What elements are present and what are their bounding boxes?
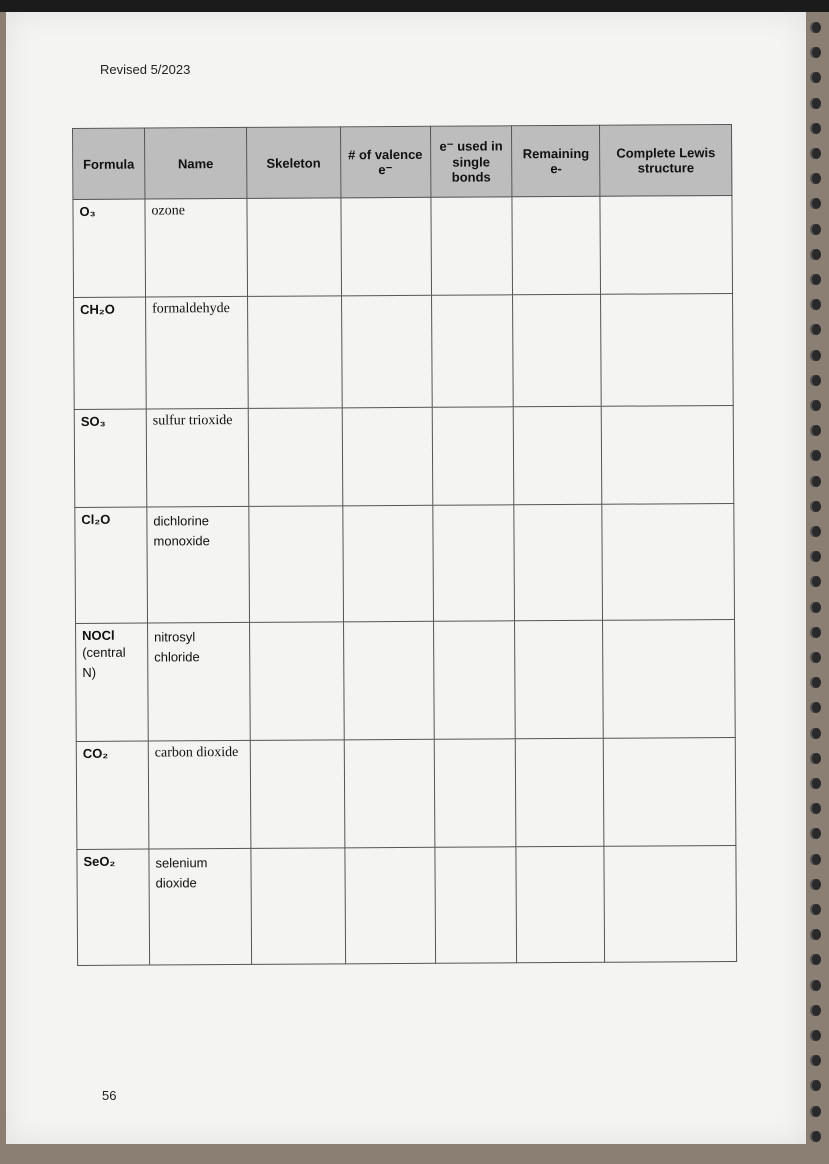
lewis-structure-cell bbox=[604, 737, 736, 846]
binding-ring bbox=[812, 425, 821, 436]
column-header-formula: Formula bbox=[73, 128, 145, 199]
remaining-cell bbox=[516, 846, 605, 963]
binding-ring bbox=[812, 576, 821, 587]
valence-cell bbox=[342, 407, 432, 506]
revised-date: Revised 5/2023 bbox=[100, 62, 191, 77]
valence-cell bbox=[344, 739, 434, 848]
column-header-name: Name bbox=[144, 127, 246, 199]
binding-ring bbox=[812, 854, 821, 865]
formula-cell bbox=[76, 741, 149, 849]
binding-ring bbox=[812, 1005, 821, 1016]
lewis-structure-cell bbox=[602, 405, 734, 504]
binding-ring bbox=[812, 702, 821, 713]
column-header-skeleton: Skeleton bbox=[246, 127, 340, 199]
binding-ring bbox=[812, 1080, 821, 1091]
formula-text: SeO₂ bbox=[83, 853, 116, 869]
formula-cell bbox=[74, 297, 147, 409]
table-row bbox=[77, 845, 737, 965]
binding-ring bbox=[812, 1055, 821, 1066]
binding-ring bbox=[812, 47, 821, 58]
binding-ring bbox=[812, 627, 821, 638]
skeleton-cell bbox=[247, 198, 341, 297]
binding-ring bbox=[812, 324, 821, 335]
valence-cell bbox=[341, 197, 431, 296]
formula-text: Cl₂O bbox=[81, 511, 111, 527]
binding-ring bbox=[812, 652, 821, 663]
remaining-cell bbox=[512, 196, 601, 295]
table-row bbox=[74, 405, 734, 507]
binding-ring bbox=[812, 904, 821, 915]
remaining-cell bbox=[513, 294, 602, 407]
name-cell: dichlorine monoxide bbox=[147, 506, 250, 623]
formula-text: CO₂ bbox=[82, 745, 109, 761]
binding-ring bbox=[812, 173, 821, 184]
formula-text: O₃ bbox=[79, 203, 96, 219]
valence-cell bbox=[343, 505, 434, 622]
name-cell: nitrosyl chloride bbox=[147, 622, 250, 741]
binding-ring bbox=[812, 1131, 821, 1142]
binding-ring bbox=[812, 954, 821, 965]
skeleton-cell bbox=[247, 296, 342, 409]
valence-cell bbox=[341, 295, 432, 408]
single-bonds-cell bbox=[432, 407, 514, 505]
valence-cell bbox=[345, 847, 436, 964]
binding-ring bbox=[812, 299, 821, 310]
table-header-row bbox=[73, 124, 732, 199]
valence-cell bbox=[343, 621, 434, 740]
binding-ring bbox=[812, 980, 821, 991]
binding-ring bbox=[812, 72, 821, 83]
binding-ring bbox=[812, 1030, 821, 1041]
binding-ring bbox=[812, 22, 821, 33]
skeleton-cell bbox=[249, 506, 344, 623]
name-cell: selenium dioxide bbox=[149, 848, 252, 965]
single-bonds-cell bbox=[432, 505, 515, 621]
binding-ring bbox=[812, 526, 821, 537]
column-header-remaining: Remaining e- bbox=[512, 125, 600, 197]
skeleton-cell bbox=[251, 848, 346, 965]
page-number: 56 bbox=[102, 1088, 117, 1103]
table-row bbox=[76, 619, 736, 741]
formula-text: NOCl bbox=[82, 627, 115, 643]
formula-text: SO₃ bbox=[80, 413, 106, 429]
formula-cell bbox=[74, 409, 147, 507]
table-row bbox=[74, 293, 734, 409]
lewis-structure-cell bbox=[603, 619, 735, 738]
binding-ring bbox=[812, 677, 821, 688]
table-row bbox=[73, 195, 733, 297]
binding-ring bbox=[812, 501, 821, 512]
binding-ring bbox=[812, 274, 821, 285]
lewis-structure-cell bbox=[602, 503, 734, 620]
binding-ring bbox=[812, 929, 821, 940]
binding-ring bbox=[812, 551, 821, 562]
single-bonds-cell bbox=[430, 197, 512, 295]
binding-ring bbox=[812, 224, 821, 235]
table-row bbox=[76, 737, 736, 849]
single-bonds-cell bbox=[434, 847, 517, 963]
scan-top-edge bbox=[0, 0, 829, 12]
formula-cell bbox=[75, 507, 148, 623]
single-bonds-cell bbox=[431, 295, 513, 407]
binding-ring bbox=[812, 375, 821, 386]
formula-cell bbox=[76, 623, 149, 741]
remaining-cell bbox=[514, 504, 603, 621]
formula-cell bbox=[77, 849, 150, 965]
binding-ring bbox=[812, 198, 821, 209]
column-header-valence: # of valence e⁻ bbox=[340, 126, 430, 198]
formula-text: CH₂O bbox=[80, 301, 115, 317]
binding-ring bbox=[812, 450, 821, 461]
column-header-single-bonds: e⁻ used in single bonds bbox=[430, 126, 512, 197]
lewis-structure-cell bbox=[600, 195, 732, 294]
column-header-lewis: Complete Lewis structure bbox=[600, 124, 732, 196]
lewis-structure-cell bbox=[604, 845, 736, 962]
binding-ring bbox=[812, 350, 821, 361]
single-bonds-cell bbox=[433, 621, 516, 739]
binding-ring bbox=[812, 148, 821, 159]
binding-ring bbox=[812, 803, 821, 814]
binding-ring bbox=[812, 602, 821, 613]
binding-ring bbox=[812, 879, 821, 890]
remaining-cell bbox=[515, 620, 604, 739]
skeleton-cell bbox=[248, 408, 342, 507]
lewis-structure-cell bbox=[601, 293, 733, 406]
spiral-binding bbox=[805, 14, 829, 1154]
name-cell: carbon dioxide bbox=[148, 740, 251, 849]
formula-note: (central N) bbox=[82, 644, 126, 680]
binding-ring bbox=[812, 123, 821, 134]
remaining-cell bbox=[514, 406, 603, 505]
binding-ring bbox=[812, 476, 821, 487]
binding-ring bbox=[812, 98, 821, 109]
binding-ring bbox=[812, 1106, 821, 1117]
remaining-cell bbox=[516, 738, 605, 847]
binding-ring bbox=[812, 828, 821, 839]
name-cell: ozone bbox=[145, 198, 248, 297]
binding-ring bbox=[812, 728, 821, 739]
name-cell: sulfur trioxide bbox=[146, 408, 249, 507]
skeleton-cell bbox=[249, 622, 344, 741]
binding-ring bbox=[812, 778, 821, 789]
table-row bbox=[75, 503, 735, 623]
binding-ring bbox=[812, 249, 821, 260]
skeleton-cell bbox=[250, 740, 345, 849]
lewis-structure-table bbox=[72, 124, 737, 966]
name-cell: formaldehyde bbox=[145, 296, 248, 409]
formula-cell bbox=[73, 199, 146, 297]
single-bonds-cell bbox=[434, 739, 516, 847]
binding-ring bbox=[812, 400, 821, 411]
binding-ring bbox=[812, 753, 821, 764]
